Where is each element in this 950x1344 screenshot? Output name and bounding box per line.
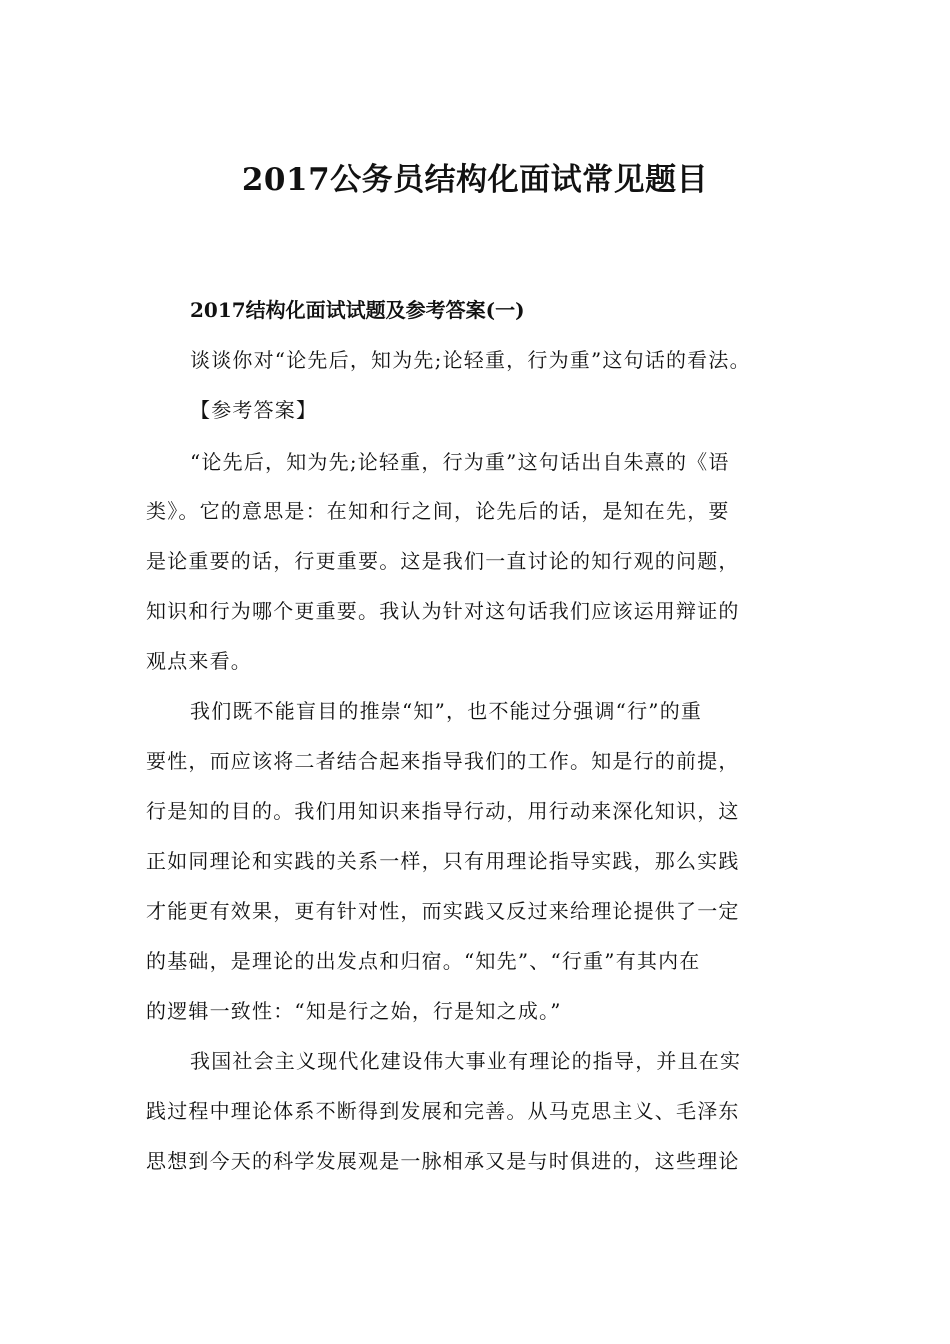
paragraph-line: “论先后，知为先;论轻重，行为重”这句话出自朱熹的《语 [190, 450, 730, 474]
paragraph-line: 我们既不能盲目的推崇“知”，也不能过分强调“行”的重 [190, 699, 703, 723]
paragraph-line: 才能更有效果，更有针对性，而实践又反过来给理论提供了一定 [146, 899, 740, 923]
paragraph-line: 正如同理论和实践的关系一样，只有用理论指导实践，那么实践 [146, 849, 740, 873]
paragraph-line: 行是知的目的。我们用知识来指导行动，用行动来深化知识，这 [146, 799, 740, 823]
paragraph-line: 要性，而应该将二者结合起来指导我们的工作。知是行的前提， [146, 749, 740, 773]
paragraph-line: 践过程中理论体系不断得到发展和完善。从马克思主义、毛泽东 [146, 1099, 740, 1123]
document-title: 2017公务员结构化面试常见题目 [241, 162, 709, 198]
paragraph-line: 思想到今天的科学发展观是一脉相承又是与时俱进的，这些理论 [146, 1149, 740, 1173]
paragraph-line: 观点来看。 [146, 649, 252, 673]
paragraph-line: 我国社会主义现代化建设伟大事业有理论的指导，并且在实 [190, 1049, 742, 1073]
section-heading: 2017结构化面试试题及参考答案(一) [190, 298, 525, 322]
paragraph-line: 是论重要的话，行更重要。这是我们一直讨论的知行观的问题， [146, 549, 740, 573]
paragraph-line: 的逻辑一致性：“知是行之始，行是知之成。” [146, 999, 562, 1023]
paragraph-line: 类》。它的意思是：在知和行之间，论先后的话，是知在先，要 [146, 499, 730, 523]
paragraph-line: 知识和行为哪个更重要。我认为针对这句话我们应该运用辩证的 [146, 599, 740, 623]
answer-label: 【参考答案】 [190, 398, 318, 422]
question-text: 谈谈你对“论先后，知为先;论轻重，行为重”这句话的看法。 [190, 348, 751, 372]
paragraph-line: 的基础，是理论的出发点和归宿。“知先”、“行重”有其内在 [146, 949, 701, 973]
